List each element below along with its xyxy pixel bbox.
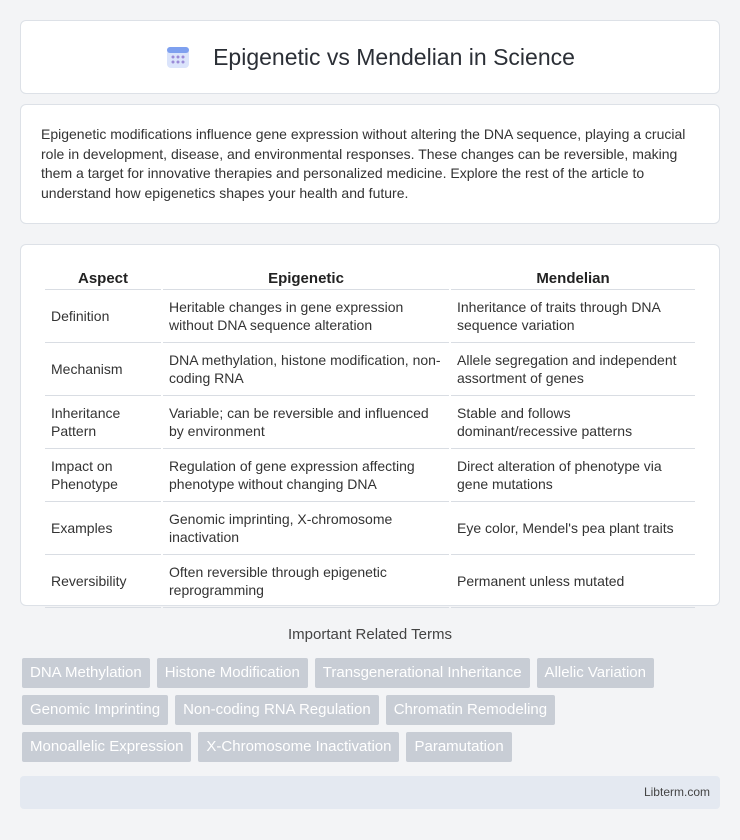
table-row [45,555,695,608]
footer [20,776,720,809]
related-terms-row [22,658,722,688]
related-terms-title: Important Related Terms [288,626,452,643]
epigenetic-cell: DNA methylation, histone modification, non-coding RNA [163,343,449,396]
related-term-tag[interactable]: Allelic Variation [537,658,654,688]
related-term-tag[interactable]: Monoallelic Expression [22,732,191,762]
table-row [45,449,695,502]
aspect-cell: Examples [45,502,161,555]
related-term-tag[interactable]: Transgenerational Inheritance [315,658,530,688]
related-terms-list [22,658,722,769]
epigenetic-cell: Heritable changes in gene expression without DNA sequence alteration [163,290,449,343]
aspect-cell: Mechanism [45,343,161,396]
epigenetic-cell: Often reversible through epigenetic reprogramming [163,555,449,608]
mendelian-cell: Stable and follows dominant/recessive patterns [451,396,695,449]
column-header-aspect: Aspect [45,265,161,290]
column-header-epigenetic: Epigenetic [163,265,449,290]
related-term-tag[interactable]: Genomic Imprinting [22,695,168,725]
related-term-tag[interactable]: Non-coding RNA Regulation [175,695,379,725]
table-row [45,502,695,555]
related-term-tag[interactable]: Histone Modification [157,658,308,688]
related-term-tag[interactable]: DNA Methylation [22,658,150,688]
column-header-mendelian: Mendelian [451,265,695,290]
mendelian-cell: Inheritance of traits through DNA sequence variation [451,290,695,343]
aspect-cell: Impact on Phenotype [45,449,161,502]
table-row [45,290,695,343]
related-terms-row [22,695,722,725]
table-header-row [45,265,695,290]
related-term-tag[interactable]: Chromatin Remodeling [386,695,555,725]
mendelian-cell: Allele segregation and independent assortment of genes [451,343,695,396]
table-row [45,396,695,449]
comparison-table [43,265,697,608]
mendelian-cell: Permanent unless mutated [451,555,695,608]
related-term-tag[interactable]: X-Chromosome Inactivation [198,732,399,762]
footer-link[interactable]: Libterm.com [643,785,710,799]
table-row [45,343,695,396]
mendelian-cell: Direct alteration of phenotype via gene mutations [451,449,695,502]
intro-card [20,104,720,224]
epigenetic-cell: Regulation of gene expression affecting phenotype without changing DNA [163,449,449,502]
aspect-cell: Definition [45,290,161,343]
epigenetic-cell: Genomic imprinting, X-chromosome inactivation [163,502,449,555]
page-title: Epigenetic vs Mendelian in Science [213,43,575,70]
mendelian-cell: Eye color, Mendel's pea plant traits [451,502,695,555]
related-terms-row [22,732,722,762]
intro-text: Epigenetic modifications influence gene expression without altering the DNA sequence, playing a crucial role in development, disease, and environmental responses. These changes can be reversible, making them a target for innovative therapies and personalized medicine. Explore the rest of the article to understand how epigenetics shapes your health and future. [41,126,686,201]
aspect-cell: Reversibility [45,555,161,608]
epigenetic-cell: Variable; can be reversible and influenced by environment [163,396,449,449]
header-card [20,20,720,94]
calendar-icon [165,44,191,70]
comparison-table-card [20,244,720,606]
related-term-tag[interactable]: Paramutation [406,732,511,762]
aspect-cell: Inheritance Pattern [45,396,161,449]
